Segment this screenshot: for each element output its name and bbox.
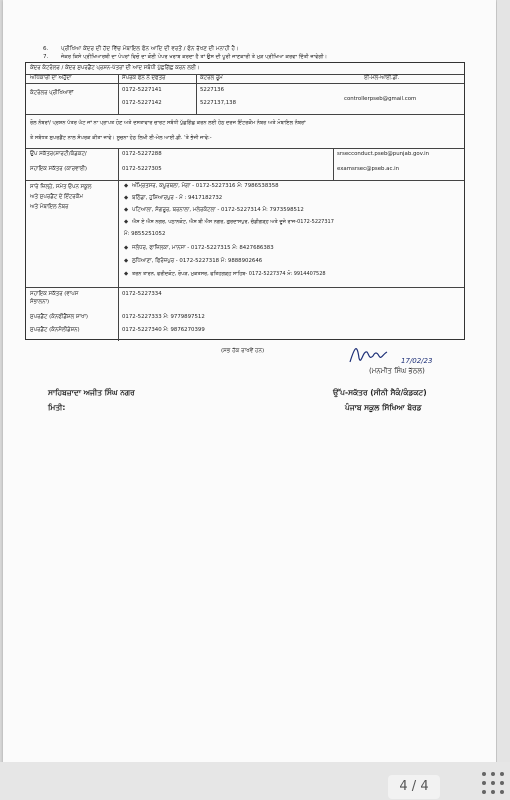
note-7-text: ਜੇਕਰ ਕਿਸੇ ਪ੍ਰੀਖਿਆਰਥੀ ਦਾ ਪੇਪਰਾਂ ਵਿਚੋ ਦਾ ਕੋਈ ਪੇਪਰ ਖਰਾਬ ਕਰਦਾ ਹੈ ਤਾਂ ਉਸ ਦੀ ਪੂਰੀ ਜਾਣਕਾਰੀ ਤੇ ਮੁੜ ਪ੍ਰੀਖਿਆ ਕਰਵਾ ਦਿੱਤੀ ਜਾਵੇਗੀ। bbox=[61, 54, 328, 60]
header-officer: ਅਧਿਕਾਰੀ ਦਾ ਅਹੁੱਦਾ bbox=[30, 75, 72, 81]
date-label: ਮਿਤੀ: bbox=[48, 403, 66, 412]
sup1-label: ਸੁਪਰਡੈਂਟ (ਕੰਨਫੀਡੈਂਸ਼ਲ ਸ਼ਾਖਾ) bbox=[30, 314, 89, 320]
bullet-icon: ◆ bbox=[124, 195, 129, 201]
document-page bbox=[3, 0, 496, 800]
asst-phone: 0172-5227334 bbox=[122, 291, 162, 297]
scrollbar[interactable] bbox=[497, 0, 510, 762]
note-7-number: 7. bbox=[43, 54, 49, 60]
deputy-phone-2: 0172-5227305 bbox=[122, 166, 162, 172]
bullet-icon: ◆ bbox=[124, 207, 129, 213]
controller-label: ਕੰਟਰੋਲਰ ਪ੍ਰੀਖਿਆਵਾਂ bbox=[30, 90, 74, 96]
district-line: ਅੰਮ੍ਰਿਤਸਰ, ਕਪੂਰਥਲਾ, ਮੋਗਾ - 0172-5227316 ਮੋ: 7986538358 bbox=[132, 183, 279, 189]
district-label-2: ਅਤੇ ਸੁਪਰਡੈਂਟ ਦੇ ਇੰਟਰਕੌਮ bbox=[30, 194, 83, 200]
bullet-icon: ◆ bbox=[124, 219, 129, 225]
district-line: ਜਲੰਧਰ, ਫਾਜ਼ਿਲਕਾ, ਮਾਨਸਾ - 0172-5227315 ਮੋ: 8427686383 bbox=[132, 245, 274, 251]
header-email: ਈ-ਮੇਲ-ਆਈ.ਡੀ. bbox=[364, 75, 400, 81]
controller-phone-1: 0172-5227141 bbox=[122, 87, 162, 93]
signatory-name: (ਮਨਮੀਤ ਸਿੰਘ ਭੱਠਲ) bbox=[369, 367, 425, 375]
contact-table bbox=[25, 62, 465, 340]
place-name: ਸਾਹਿਬਜ਼ਾਦਾ ਅਜੀਤ ਸਿੰਘ ਨਗਰ bbox=[48, 388, 135, 397]
controller-phone-2: 0172-5227142 bbox=[122, 100, 162, 106]
district-label-3: ਅਤੇ ਮੋਬਾਇਲ ਨੰਬਰ bbox=[30, 204, 69, 210]
table-title: ਕੇਂਦਰ ਕੰਟਰੋਲਰ / ਕੇਂਦਰ ਸੁਪਰਡੈਂਟ ਪ੍ਰਸ਼ਨ-ਪੱਤਰਾਂ ਦੀ ਆਦ ਸਬੰਧੀ ਪੁੱਛਗਿੱਛ ਕਰਨ ਲਈ। bbox=[30, 65, 200, 71]
bullet-icon: ◆ bbox=[124, 245, 129, 251]
controller-room-2: 5227137,138 bbox=[200, 100, 237, 106]
controller-email: controllerpseb@gmail.com bbox=[344, 96, 417, 102]
note-6-text: ਪ੍ਰੀਖਿਆ ਕੇਂਦਰ ਦੀ ਹੱਦ ਵਿੱਚ ਮੋਬਾਇਲ ਫੋਨ ਆਦਿ ਦੀ ਵਰਤੋਂ / ਫੋਨ ਰੱਖਣ ਦੀ ਮਨਾਹੀ ਹੈ। bbox=[61, 46, 239, 52]
district-line: ਲੁਧਿਆਣਾ, ਫਿਰੋਜ਼ਪੁਰ - 0172-5227318 ਮੋ: 9888902646 bbox=[132, 258, 263, 264]
deputy-label-1: ਉਪ ਸਕੱਤਰ(ਸ਼ਾਰਟੀ/ਕੰਡਕਟ/ bbox=[30, 151, 87, 157]
grid-dots-icon[interactable] bbox=[480, 770, 506, 796]
bullet-icon: ◆ bbox=[124, 258, 129, 264]
asst-label-1: ਸਹਾਇਕ ਸਕੱਤਰ (ਵਾਪਸ bbox=[30, 291, 79, 297]
sup2-label: ਸੁਪਰਡੈਂਟ (ਕੰਨਸੋਲੀਡੇਸ਼ਨ) bbox=[30, 327, 80, 333]
deputy-email-1: srsecconduct.pseb@punjab.gov.in bbox=[337, 151, 430, 157]
district-line: ਬਠਿੰਡਾ, ਹੁਸ਼ਿਆਰਪੁਰ - ਮੋ : 9417182732 bbox=[132, 195, 223, 201]
instruction-line-1: ਰੋਲ ਨੰਬਰਾਂ/ ਪ੍ਰਸ਼ਨ ਪੱਤਰ ਘੱਟ ਜਾਂ ਨਾ ਪ੍ਰਾਪਤ ਹੋਣ ਅਤੇ ਦਸਤਾਵਾਰ ਚਾਰਟ ਸਬੰਧੀ ਪੁੱਛਗਿੱਛ ਕਰਨ ਲਈ ਹੇਠ ਦਰਜ ਇੰਟਰਕੌਮ ਨੰਬਰ ਅਤੇ ਮੋਬਾਇਲ ਨੰਬਰਾਂ bbox=[30, 120, 306, 126]
bullet-icon: ◆ bbox=[124, 271, 129, 277]
deputy-label-2: ਸਹਾਇਕ ਸਕੱਤਰ (ਕਾਰਵਾਈ) bbox=[30, 166, 87, 172]
deputy-email-2: examsrsec@pseb.ac.in bbox=[337, 166, 400, 172]
signatory-designation: ਉੱਪ-ਸਕੱਤਰ (ਸੀਨੀ ਸੈਕੰ/ਕੰਡਕਟ) bbox=[333, 388, 427, 397]
district-line: ਤਰਨ ਤਾਰਨ, ਫਰੀਦਕੋਟ, ਰੋਪੜ, ਮੁਕਤਸਰ, ਫਤਿਹਗੜ੍ਹ ਸਾਹਿਬ- 0172-5227374 ਮੋ: 9914407528 bbox=[132, 271, 326, 277]
header-control-room: ਕੰਟਰੋਲ ਰੂਮ bbox=[200, 75, 223, 81]
district-line: ਐਸ ਏ ਐਸ ਨਗਰ, ਪਠਾਨਕੋਟ, ਐਸ ਬੀ ਐਸ ਨਗਰ, ਗੁਰਦਾਸਪੁਰ, ਚੰਡੀਗੜ੍ਹ ਅਤੇ ਦੂਜੇ ਰਾਜ-0172-5227317 bbox=[132, 219, 334, 225]
page-indicator: 4 / 4 bbox=[388, 775, 440, 799]
deputy-phone-1: 0172-5227288 bbox=[122, 151, 162, 157]
district-line: ਪਟਿਆਲਾ, ਸੰਗਰੂਰ, ਬਰਨਾਲਾ, ਮਲੇਰਕੋਟਲਾ - 0172-5227314 ਮੋ: 7973598512 bbox=[132, 207, 304, 213]
rights-note: (ਸਭ ਹੱਕ ਰਾਖਵੇਂ ਹਨ) bbox=[221, 348, 265, 354]
signatory-org: ਪੰਜਾਬ ਸਕੂਲ ਸਿੱਖਿਆ ਬੋਰਡ bbox=[345, 403, 422, 412]
controller-room-1: 5227136 bbox=[200, 87, 225, 93]
district-label-1: ਸਾਰੇ ਜ਼ਿਲ੍ਹੇ, ਸਮੇਤ ਓਪਨ ਸਕੂਲ bbox=[30, 184, 92, 190]
asst-label-2: ਸੰਭਾਲਨਾ) bbox=[30, 299, 50, 305]
signature-date: 17/02/23 bbox=[401, 357, 433, 365]
header-phone: ਸੰਪਰਕ ਫੋਨ ਨੰ ਦਫਤਰ bbox=[122, 75, 166, 81]
instruction-line-2: ਤੇ ਸਬੰਧਤ ਸੁਪਰਡੈਂਟ ਨਾਲ ਸੰਪਰਕ ਕੀਤਾ ਜਾਵੇ। ਸੂਚਨਾ ਹੇਠ ਲਿਖੀ ਈ-ਮੇਲ ਆਈ.ਡੀ. 'ਤੇ ਭੇਜੀ ਜਾਵੇ:- bbox=[30, 135, 212, 141]
note-6-number: 6. bbox=[43, 46, 49, 52]
bullet-icon: ◆ bbox=[124, 183, 129, 189]
district-line: ਮੋ: 9855251052 bbox=[124, 231, 166, 237]
signature-scribble bbox=[347, 340, 417, 370]
sup1-phone: 0172-5227333 ਮੋ: 9779897512 bbox=[122, 314, 205, 320]
sup2-phone: 0172-5227340 ਮੋ: 9876270399 bbox=[122, 327, 205, 333]
